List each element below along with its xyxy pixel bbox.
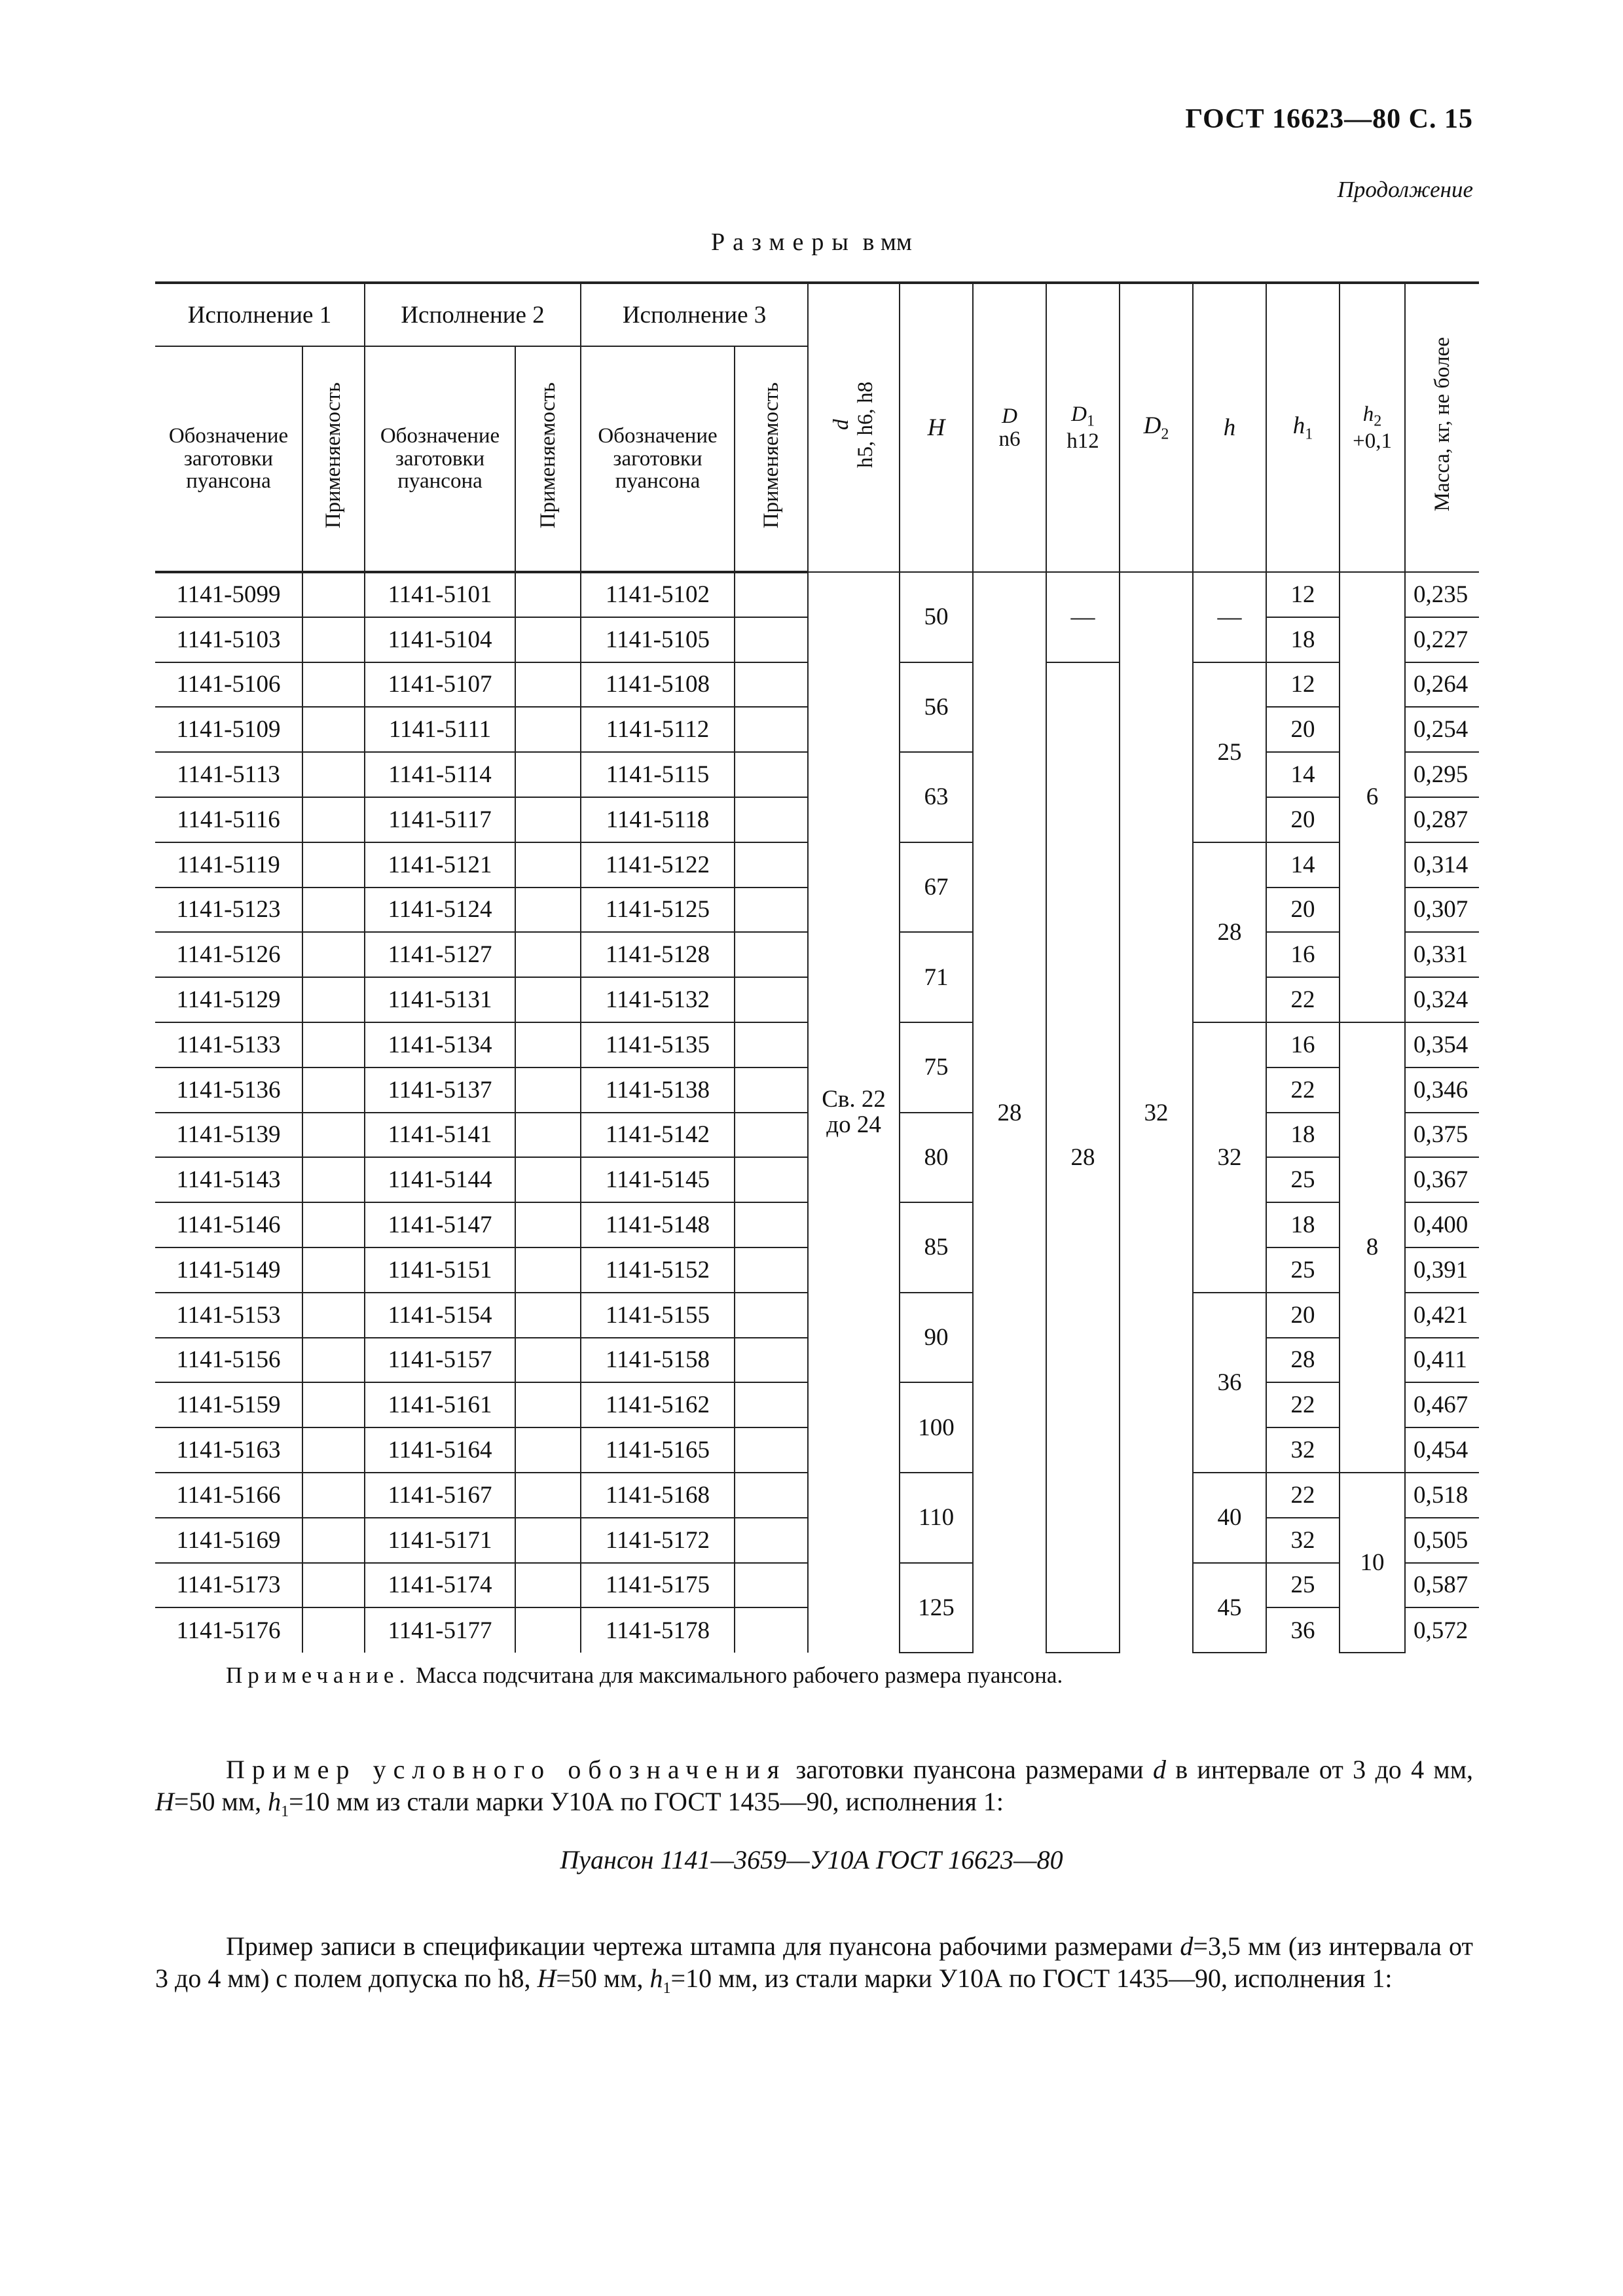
designation-variant-2: 1141-5111 <box>365 707 515 752</box>
applicability-header-3: Применяемость <box>735 346 808 572</box>
designation-header-3: Обозначение заготовки пуансона <box>581 346 735 572</box>
applicability-variant-1 <box>302 888 365 933</box>
h1-value: 12 <box>1266 662 1340 708</box>
h-value: 28 <box>1193 842 1266 1022</box>
h1-value: 32 <box>1266 1518 1340 1563</box>
designation-variant-1: 1141-5126 <box>155 932 302 977</box>
mass-value: 0,264 <box>1405 662 1479 708</box>
designation-variant-1: 1141-5146 <box>155 1202 302 1247</box>
H-value: 90 <box>900 1293 973 1383</box>
designation-variant-3: 1141-5178 <box>581 1607 735 1653</box>
designation-variant-3: 1141-5145 <box>581 1157 735 1202</box>
applicability-variant-1 <box>302 977 365 1022</box>
mass-value: 0,235 <box>1405 572 1479 617</box>
h1-value: 22 <box>1266 1382 1340 1427</box>
applicability-variant-2 <box>515 1202 581 1247</box>
applicability-variant-3 <box>735 1113 808 1158</box>
designation-variant-3: 1141-5108 <box>581 662 735 708</box>
designation-variant-2: 1141-5107 <box>365 662 515 708</box>
applicability-variant-1 <box>302 752 365 797</box>
note-label: Примечание. <box>226 1662 410 1688</box>
designation-variant-2: 1141-5171 <box>365 1518 515 1563</box>
mass-value: 0,331 <box>1405 932 1479 977</box>
applicability-variant-1 <box>302 1338 365 1383</box>
applicability-variant-1 <box>302 797 365 842</box>
applicability-variant-1 <box>302 842 365 888</box>
applicability-variant-3 <box>735 1157 808 1202</box>
designation-variant-2: 1141-5124 <box>365 888 515 933</box>
designation-variant-3: 1141-5162 <box>581 1382 735 1427</box>
applicability-variant-2 <box>515 752 581 797</box>
mass-value: 0,307 <box>1405 888 1479 933</box>
applicability-variant-2 <box>515 1473 581 1518</box>
D-value: 28 <box>973 572 1046 1653</box>
designation-variant-2: 1141-5144 <box>365 1157 515 1202</box>
designation-variant-1: 1141-5099 <box>155 572 302 617</box>
applicability-variant-3 <box>735 1202 808 1247</box>
designation-variant-2: 1141-5164 <box>365 1427 515 1473</box>
mass-value: 0,391 <box>1405 1247 1479 1293</box>
applicability-variant-3 <box>735 1607 808 1653</box>
col-header-mass: Масса, кг, не более <box>1405 283 1479 572</box>
H-value: 110 <box>900 1473 973 1563</box>
continuation-label: Продолжение <box>1337 177 1473 202</box>
applicability-variant-3 <box>735 707 808 752</box>
applicability-variant-1 <box>302 1607 365 1653</box>
h1-value: 32 <box>1266 1427 1340 1473</box>
mass-value: 0,454 <box>1405 1427 1479 1473</box>
designation-variant-3: 1141-5102 <box>581 572 735 617</box>
designation-variant-1: 1141-5133 <box>155 1022 302 1067</box>
applicability-variant-3 <box>735 932 808 977</box>
table-title-units: в мм <box>862 228 912 256</box>
designation-header-1: Обозначение заготовки пуансона <box>155 346 302 572</box>
designation-variant-3: 1141-5115 <box>581 752 735 797</box>
h1-value: 16 <box>1266 1022 1340 1067</box>
col-header-D: D n6 <box>973 283 1046 572</box>
col-header-D1: $D_1$ h12 <box>1046 283 1120 572</box>
applicability-variant-2 <box>515 617 581 662</box>
applicability-variant-2 <box>515 1607 581 1653</box>
group-header-variant-3: Исполнение 3 <box>581 283 808 346</box>
applicability-variant-2 <box>515 1247 581 1293</box>
applicability-variant-3 <box>735 1427 808 1473</box>
applicability-variant-2 <box>515 572 581 617</box>
designation-variant-3: 1141-5165 <box>581 1427 735 1473</box>
h1-value: 14 <box>1266 842 1340 888</box>
designation-variant-3: 1141-5175 <box>581 1563 735 1608</box>
designation-variant-2: 1141-5121 <box>365 842 515 888</box>
designation-variant-2: 1141-5154 <box>365 1293 515 1338</box>
applicability-variant-1 <box>302 1563 365 1608</box>
applicability-variant-1 <box>302 707 365 752</box>
applicability-variant-1 <box>302 1473 365 1518</box>
applicability-variant-3 <box>735 1518 808 1563</box>
H-value: 80 <box>900 1113 973 1203</box>
designation-variant-3: 1141-5132 <box>581 977 735 1022</box>
dimensions-table <box>155 281 1479 1653</box>
H-value: 67 <box>900 842 973 933</box>
table-body <box>155 572 1479 1653</box>
mass-value: 0,572 <box>1405 1607 1479 1653</box>
mass-value: 0,295 <box>1405 752 1479 797</box>
applicability-variant-1 <box>302 932 365 977</box>
group-header-variant-1: Исполнение 1 <box>155 283 365 346</box>
group-header-variant-2: Исполнение 2 <box>365 283 581 346</box>
applicability-variant-3 <box>735 1338 808 1383</box>
H-value: 50 <box>900 572 973 662</box>
applicability-variant-2 <box>515 977 581 1022</box>
applicability-variant-3 <box>735 888 808 933</box>
mass-value: 0,346 <box>1405 1067 1479 1113</box>
designation-variant-1: 1141-5106 <box>155 662 302 708</box>
designation-variant-1: 1141-5113 <box>155 752 302 797</box>
applicability-variant-3 <box>735 797 808 842</box>
h1-value: 25 <box>1266 1563 1340 1608</box>
mass-value: 0,254 <box>1405 707 1479 752</box>
h1-value: 18 <box>1266 617 1340 662</box>
D1-value: 28 <box>1046 662 1120 1653</box>
designation-variant-3: 1141-5155 <box>581 1293 735 1338</box>
designation-variant-2: 1141-5174 <box>365 1563 515 1608</box>
applicability-variant-2 <box>515 662 581 708</box>
h1-value: 22 <box>1266 977 1340 1022</box>
h1-value: 25 <box>1266 1157 1340 1202</box>
designation-variant-3: 1141-5172 <box>581 1518 735 1563</box>
mass-value: 0,227 <box>1405 617 1479 662</box>
h-value: — <box>1193 572 1266 662</box>
h1-value: 16 <box>1266 932 1340 977</box>
applicability-variant-3 <box>735 1293 808 1338</box>
designation-variant-1: 1141-5176 <box>155 1607 302 1653</box>
designation-variant-3: 1141-5105 <box>581 617 735 662</box>
designation-variant-2: 1141-5137 <box>365 1067 515 1113</box>
designation-variant-1: 1141-5119 <box>155 842 302 888</box>
applicability-variant-1 <box>302 617 365 662</box>
designation-variant-1: 1141-5166 <box>155 1473 302 1518</box>
designation-variant-3: 1141-5148 <box>581 1202 735 1247</box>
h1-value: 20 <box>1266 797 1340 842</box>
designation-variant-1: 1141-5109 <box>155 707 302 752</box>
h1-value: 18 <box>1266 1202 1340 1247</box>
h2-value: 8 <box>1340 1022 1405 1473</box>
applicability-variant-3 <box>735 1067 808 1113</box>
applicability-variant-1 <box>302 1518 365 1563</box>
applicability-variant-1 <box>302 1202 365 1247</box>
designation-variant-1: 1141-5143 <box>155 1157 302 1202</box>
applicability-variant-1 <box>302 1382 365 1427</box>
applicability-header-2: Применяемость <box>515 346 581 572</box>
h1-value: 14 <box>1266 752 1340 797</box>
applicability-variant-3 <box>735 1563 808 1608</box>
applicability-variant-2 <box>515 1067 581 1113</box>
applicability-header-1: Применяемость <box>302 346 365 572</box>
applicability-variant-1 <box>302 1293 365 1338</box>
table-note <box>226 1662 1063 1689</box>
designation-variant-3: 1141-5138 <box>581 1067 735 1113</box>
applicability-variant-2 <box>515 842 581 888</box>
applicability-variant-2 <box>515 888 581 933</box>
mass-value: 0,421 <box>1405 1293 1479 1338</box>
h2-value: 6 <box>1340 572 1405 1022</box>
table-title-spaced: Размеры <box>711 228 856 256</box>
applicability-variant-2 <box>515 1382 581 1427</box>
h2-value: 10 <box>1340 1473 1405 1653</box>
col-header-h2: $h_2$ +0,1 <box>1340 283 1405 572</box>
designation-variant-3: 1141-5142 <box>581 1113 735 1158</box>
applicability-variant-1 <box>302 1067 365 1113</box>
designation-variant-2: 1141-5151 <box>365 1247 515 1293</box>
designation-variant-2: 1141-5157 <box>365 1338 515 1383</box>
col-header-d: d h5, h6, h8 <box>808 283 900 572</box>
specification-paragraph: Пример записи в спецификации чертежа штампа для пуансона рабочими размерами d=3,5 мм (из интервала от 3 до 4 мм) с полем допуска по h8, H=50 мм, $h_1=10$ мм, из стали марки У10А по ГОСТ 1435—90, исполнения 1: <box>155 1931 1474 1997</box>
applicability-variant-1 <box>302 662 365 708</box>
designation-variant-2: 1141-5104 <box>365 617 515 662</box>
mass-value: 0,375 <box>1405 1113 1479 1158</box>
D1-value: — <box>1046 572 1120 662</box>
designation-variant-2: 1141-5177 <box>365 1607 515 1653</box>
designation-variant-2: 1141-5131 <box>365 977 515 1022</box>
page-header: ГОСТ 16623—80 С. 15 <box>1185 104 1473 134</box>
h1-value: 22 <box>1266 1067 1340 1113</box>
applicability-variant-2 <box>515 1427 581 1473</box>
designation-variant-1: 1141-5149 <box>155 1247 302 1293</box>
applicability-variant-1 <box>302 1113 365 1158</box>
applicability-variant-2 <box>515 797 581 842</box>
H-value: 85 <box>900 1202 973 1293</box>
H-value: 63 <box>900 752 973 842</box>
designation-variant-2: 1141-5127 <box>365 932 515 977</box>
designation-variant-3: 1141-5168 <box>581 1473 735 1518</box>
designation-variant-1: 1141-5173 <box>155 1563 302 1608</box>
applicability-variant-1 <box>302 572 365 617</box>
mass-value: 0,400 <box>1405 1202 1479 1247</box>
applicability-variant-3 <box>735 662 808 708</box>
mass-value: 0,411 <box>1405 1338 1479 1383</box>
designation-header-2: Обозначение заготовки пуансона <box>365 346 515 572</box>
D2-value: 32 <box>1120 572 1193 1653</box>
designation-variant-3: 1141-5122 <box>581 842 735 888</box>
designation-variant-3: 1141-5135 <box>581 1022 735 1067</box>
applicability-variant-2 <box>515 707 581 752</box>
applicability-variant-1 <box>302 1157 365 1202</box>
col-header-h: h <box>1193 283 1266 572</box>
table-title <box>0 228 1623 257</box>
col-header-h1: $h_1$ <box>1266 283 1340 572</box>
mass-value: 0,314 <box>1405 842 1479 888</box>
mass-value: 0,587 <box>1405 1563 1479 1608</box>
h1-value: 20 <box>1266 707 1340 752</box>
note-text: Масса подсчитана для максимального рабочего размера пуансона. <box>415 1662 1063 1688</box>
applicability-variant-2 <box>515 1157 581 1202</box>
designation-variant-1: 1141-5129 <box>155 977 302 1022</box>
designation-variant-1: 1141-5169 <box>155 1518 302 1563</box>
applicability-variant-1 <box>302 1022 365 1067</box>
designation-variant-2: 1141-5147 <box>365 1202 515 1247</box>
applicability-variant-3 <box>735 1473 808 1518</box>
H-value: 71 <box>900 932 973 1022</box>
mass-value: 0,287 <box>1405 797 1479 842</box>
H-value: 75 <box>900 1022 973 1113</box>
h1-value: 18 <box>1266 1113 1340 1158</box>
designation-variant-2: 1141-5167 <box>365 1473 515 1518</box>
example-designation: Пуансон 1141—3659—У10А ГОСТ 16623—80 <box>560 1845 1063 1874</box>
applicability-variant-2 <box>515 932 581 977</box>
designation-variant-1: 1141-5159 <box>155 1382 302 1427</box>
h1-value: 36 <box>1266 1607 1340 1653</box>
applicability-variant-2 <box>515 1563 581 1608</box>
col-header-D2: $D_2$ <box>1120 283 1193 572</box>
designation-variant-1: 1141-5123 <box>155 888 302 933</box>
applicability-variant-2 <box>515 1518 581 1563</box>
applicability-variant-2 <box>515 1338 581 1383</box>
mass-value: 0,467 <box>1405 1382 1479 1427</box>
applicability-variant-3 <box>735 842 808 888</box>
designation-variant-1: 1141-5103 <box>155 617 302 662</box>
h1-value: 28 <box>1266 1338 1340 1383</box>
applicability-variant-3 <box>735 977 808 1022</box>
applicability-variant-2 <box>515 1113 581 1158</box>
applicability-variant-1 <box>302 1247 365 1293</box>
designation-variant-1: 1141-5136 <box>155 1067 302 1113</box>
designation-variant-3: 1141-5125 <box>581 888 735 933</box>
d-range-line-1: Св. 22 <box>822 1086 886 1113</box>
table-row <box>155 572 1479 617</box>
applicability-variant-3 <box>735 572 808 617</box>
h-value: 36 <box>1193 1293 1266 1473</box>
designation-variant-3: 1141-5152 <box>581 1247 735 1293</box>
designation-variant-3: 1141-5118 <box>581 797 735 842</box>
col-header-H: H <box>900 283 973 572</box>
applicability-variant-2 <box>515 1022 581 1067</box>
designation-variant-2: 1141-5161 <box>365 1382 515 1427</box>
applicability-variant-3 <box>735 752 808 797</box>
designation-variant-2: 1141-5101 <box>365 572 515 617</box>
mass-value: 0,505 <box>1405 1518 1479 1563</box>
designation-variant-1: 1141-5116 <box>155 797 302 842</box>
mass-value: 0,324 <box>1405 977 1479 1022</box>
h1-value: 20 <box>1266 888 1340 933</box>
example-paragraph: Пример условного обозначения заготовки пуансона размерами d в интервале от 3 до 4 мм, H=50 мм, $h_1=10$ мм из стали марки У10А по ГОСТ 1435—90, исполнения 1: <box>155 1755 1474 1820</box>
mass-value: 0,354 <box>1405 1022 1479 1067</box>
H-value: 56 <box>900 662 973 753</box>
designation-variant-2: 1141-5134 <box>365 1022 515 1067</box>
d-range-line-2: до 24 <box>826 1111 881 1139</box>
h-value: 25 <box>1193 662 1266 842</box>
applicability-variant-3 <box>735 617 808 662</box>
applicability-variant-3 <box>735 1247 808 1293</box>
designation-variant-1: 1141-5153 <box>155 1293 302 1338</box>
applicability-variant-3 <box>735 1382 808 1427</box>
designation-variant-2: 1141-5114 <box>365 752 515 797</box>
mass-value: 0,367 <box>1405 1157 1479 1202</box>
H-value: 100 <box>900 1382 973 1473</box>
designation-variant-2: 1141-5117 <box>365 797 515 842</box>
h1-value: 22 <box>1266 1473 1340 1518</box>
designation-variant-3: 1141-5158 <box>581 1338 735 1383</box>
h1-value: 20 <box>1266 1293 1340 1338</box>
designation-variant-3: 1141-5112 <box>581 707 735 752</box>
applicability-variant-2 <box>515 1293 581 1338</box>
h-value: 45 <box>1193 1563 1266 1653</box>
applicability-variant-3 <box>735 1022 808 1067</box>
mass-value: 0,518 <box>1405 1473 1479 1518</box>
h-value: 32 <box>1193 1022 1266 1293</box>
designation-variant-1: 1141-5156 <box>155 1338 302 1383</box>
h1-value: 12 <box>1266 572 1340 617</box>
designation-variant-3: 1141-5128 <box>581 932 735 977</box>
H-value: 125 <box>900 1563 973 1653</box>
h-value: 40 <box>1193 1473 1266 1563</box>
designation-variant-2: 1141-5141 <box>365 1113 515 1158</box>
h1-value: 25 <box>1266 1247 1340 1293</box>
d-range-cell <box>808 572 900 1653</box>
designation-variant-1: 1141-5163 <box>155 1427 302 1473</box>
applicability-variant-1 <box>302 1427 365 1473</box>
designation-variant-1: 1141-5139 <box>155 1113 302 1158</box>
